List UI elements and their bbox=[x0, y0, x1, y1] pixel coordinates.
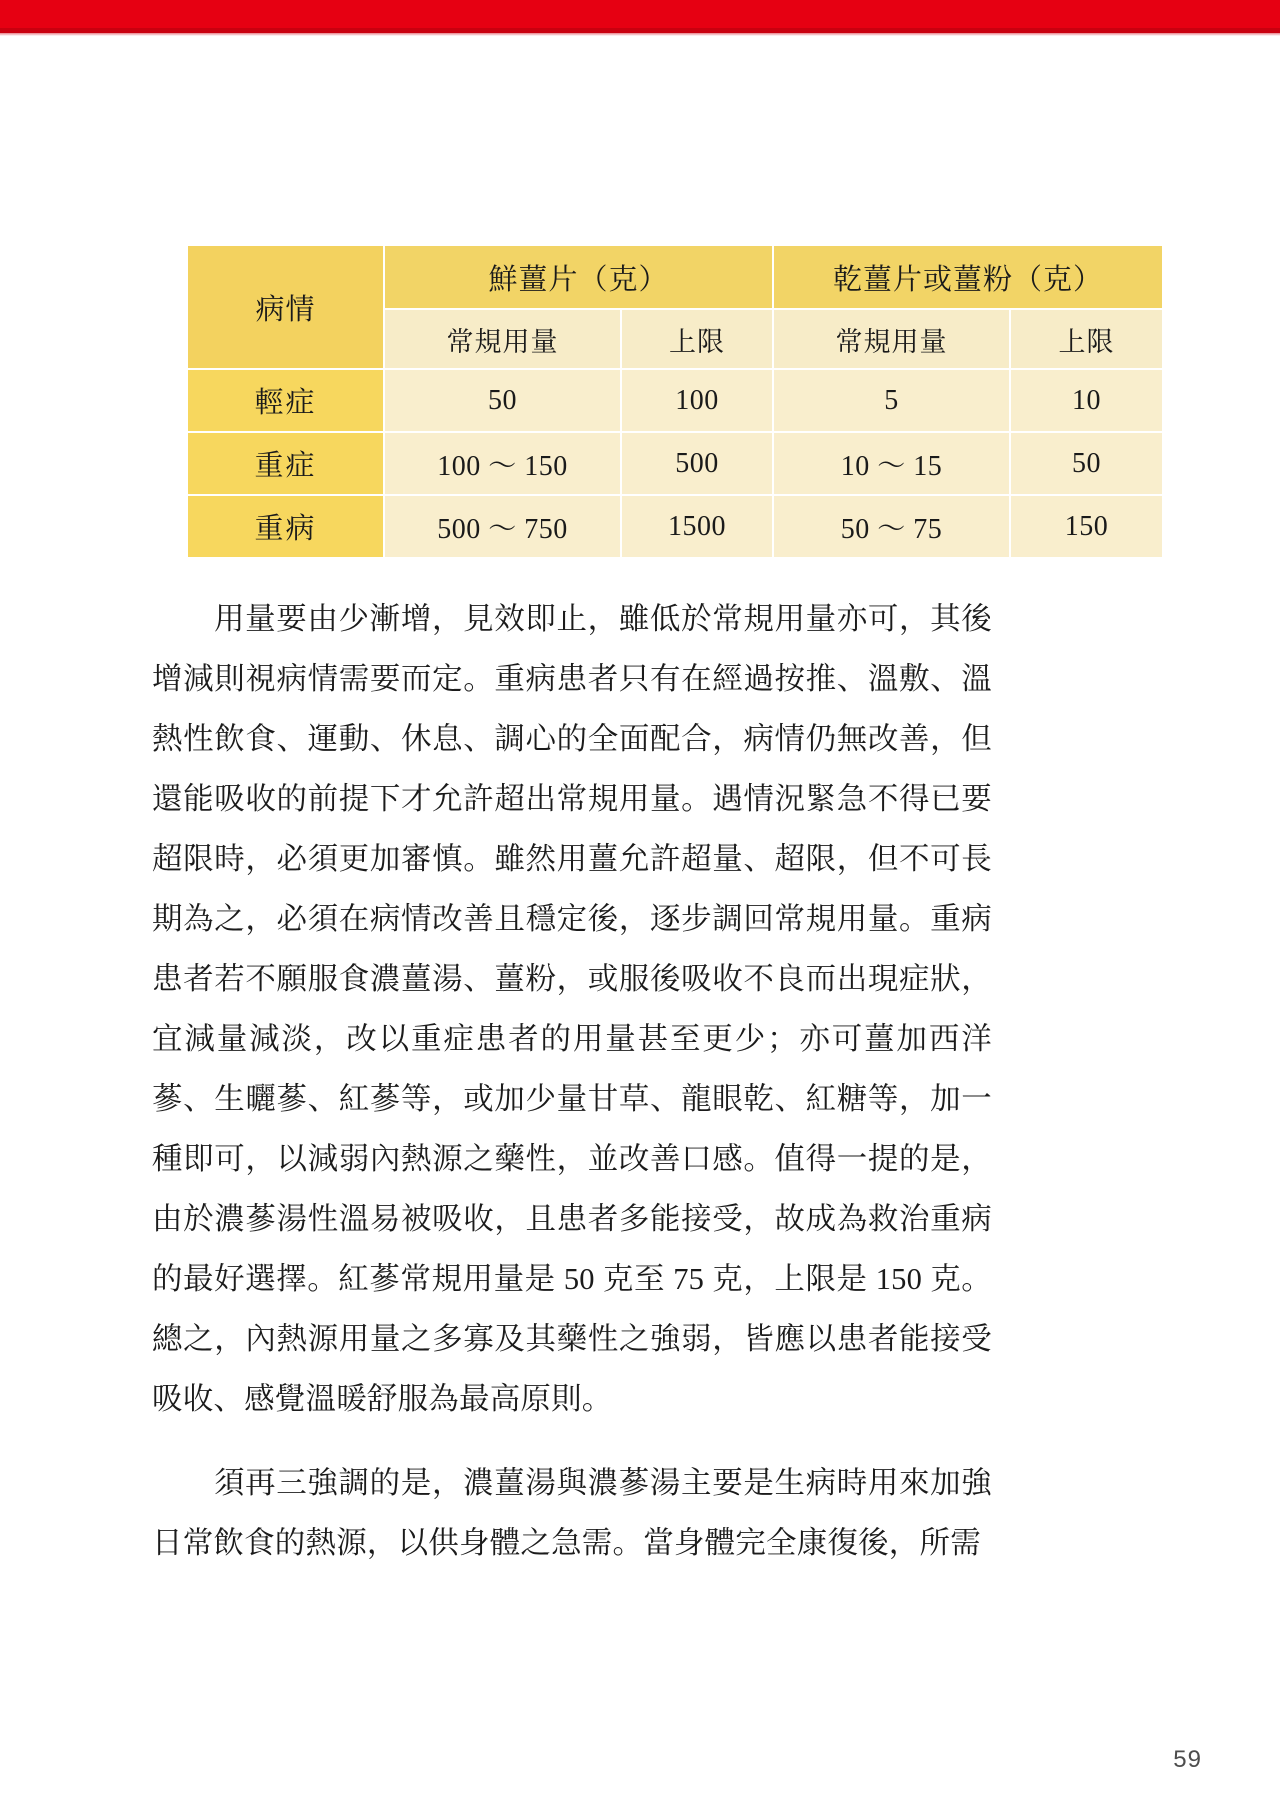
top-red-band bbox=[0, 0, 1280, 28]
table-cell: 10 bbox=[1011, 370, 1162, 431]
table-row bbox=[188, 496, 1162, 557]
table-subheader-fresh-max: 上限 bbox=[622, 310, 772, 368]
table-group-header-dry: 乾薑片或薑粉（克） bbox=[774, 246, 1162, 308]
table-cell: 500 bbox=[622, 433, 772, 494]
table-cell: 150 bbox=[1011, 496, 1162, 557]
table-cell: 100 〜 150 bbox=[385, 433, 620, 494]
dosage-table bbox=[186, 244, 1164, 559]
table-cell: 50 bbox=[1011, 433, 1162, 494]
table-cell: 50 〜 75 bbox=[774, 496, 1009, 557]
paragraph: 須再三強調的是，濃薑湯與濃蔘湯主要是生病時用來加強日常飲食的熱源，以供身體之急需。當身體完全康復後，所需 bbox=[152, 1466, 992, 1560]
table-row-label: 輕症 bbox=[188, 370, 383, 431]
table-subheader-fresh-regular: 常規用量 bbox=[385, 310, 620, 368]
table-row bbox=[188, 370, 1162, 431]
table-header-row-group bbox=[188, 246, 1162, 308]
table-cell: 5 bbox=[774, 370, 1009, 431]
body-text-block bbox=[152, 589, 992, 1573]
table-row-label: 重症 bbox=[188, 433, 383, 494]
table-subheader-dry-max: 上限 bbox=[1011, 310, 1162, 368]
table-row-label: 重病 bbox=[188, 496, 383, 557]
table-cell: 50 bbox=[385, 370, 620, 431]
dosage-table-wrapper bbox=[186, 244, 1156, 559]
page-content bbox=[0, 36, 1280, 1816]
table-cell: 500 〜 750 bbox=[385, 496, 620, 557]
table-cell: 100 bbox=[622, 370, 772, 431]
table-cell: 10 〜 15 bbox=[774, 433, 1009, 494]
paragraph: 用量要由少漸增，見效即止，雖低於常規用量亦可，其後增減則視病情需要而定。重病患者只有在經過按推、溫敷、溫熱性飲食、運動、休息、調心的全面配合，病情仍無改善，但還能吸收的前提下才允許超出常規用量。遇情況緊急不得已要超限時，必須更加審慎。雖然用薑允許超量、超限，但不可長期為之，必須在病情改善且穩定後，逐步調回常規用量。重病患者若不願服食濃薑湯、薑粉，或服後吸收不良而出現症狀，宜減量減淡，改以重症患者的用量甚至更少；亦可薑加西洋蔘、生曬蔘、紅蔘等，或加少量甘草、龍眼乾、紅糖等，加一種即可，以減弱內熱源之藥性，並改善口感。值得一提的是，由於濃蔘湯性溫易被吸收，且患者多能接受，故成為救治重病的最好選擇。紅蔘常規用量是 50 克至 75 克，上限是 150 克。總之，內熱源用量之多寡及其藥性之強弱，皆應以患者能接受吸收、感覺溫暖舒服為最高原則。 bbox=[152, 602, 992, 1416]
table-subheader-dry-regular: 常規用量 bbox=[774, 310, 1009, 368]
table-group-header-fresh: 鮮薑片（克） bbox=[385, 246, 772, 308]
table-corner-label: 病情 bbox=[188, 246, 383, 368]
table-row bbox=[188, 433, 1162, 494]
page-number: 59 bbox=[1173, 1746, 1202, 1773]
table-cell: 1500 bbox=[622, 496, 772, 557]
